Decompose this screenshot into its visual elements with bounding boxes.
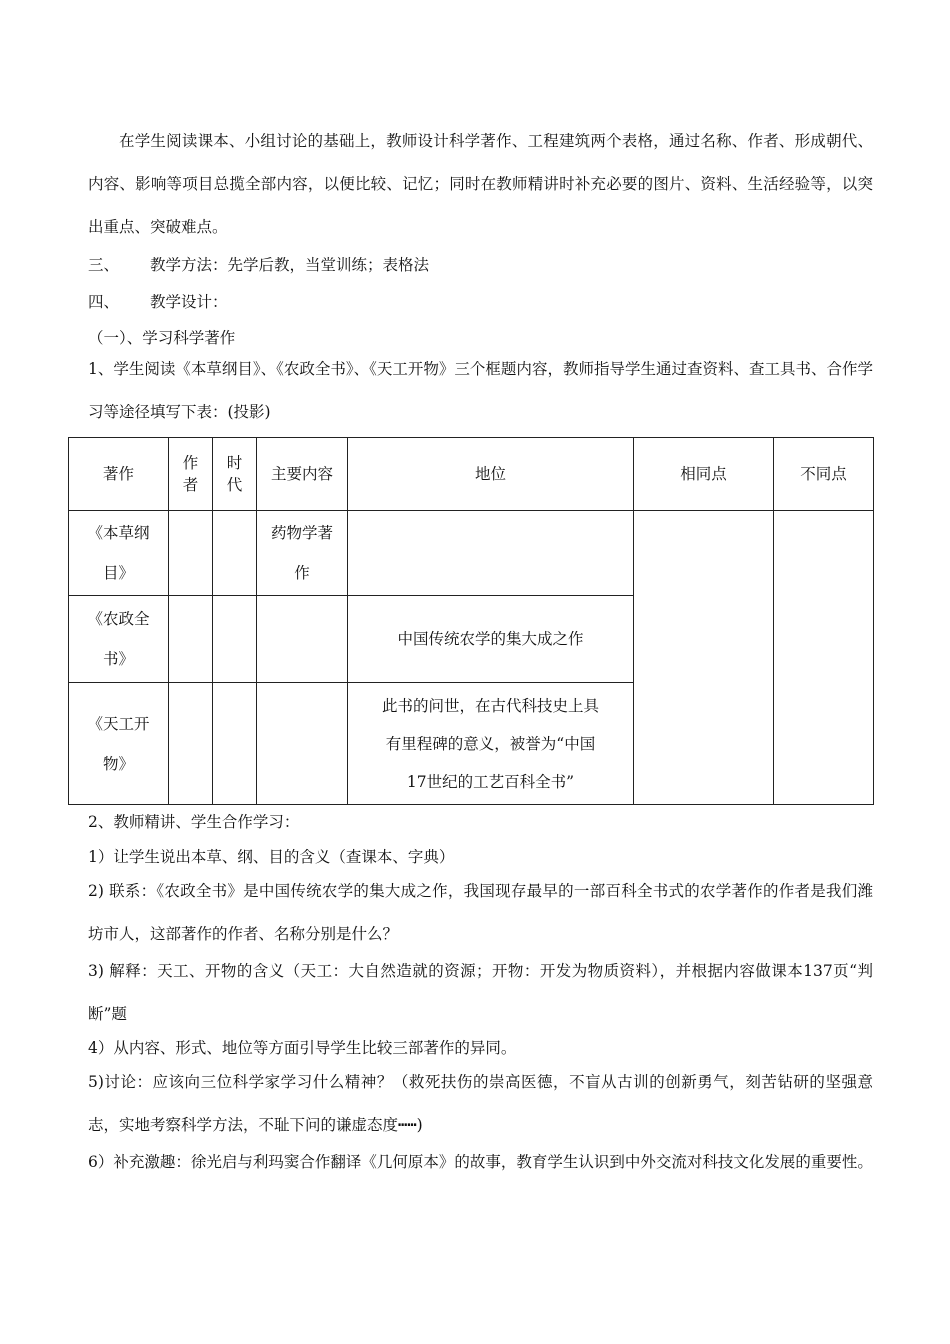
section-3-number: 三、 xyxy=(88,256,120,274)
works-table xyxy=(68,437,874,805)
cell-author xyxy=(169,683,213,805)
section-3 xyxy=(88,255,873,275)
cell-era xyxy=(213,683,257,805)
header-similarities: 相同点 xyxy=(634,438,774,511)
section-4-number: 四、 xyxy=(88,293,120,311)
cell-status xyxy=(348,511,634,596)
item-1-paragraph: 1、学生阅读《本草纲目》、《农政全书》、《天工开物》三个框题内容，教师指导学生通过查资料、查工具书、合作学习等途径填写下表：(投影) xyxy=(88,360,873,421)
cell-main-content xyxy=(257,683,348,805)
question-6: 6）补充激趣：徐光启与利玛窦合作翻译《几何原本》的故事，教育学生认识到中外交流对科技文化发展的重要性。 xyxy=(88,1153,873,1171)
header-author: 作者 xyxy=(169,438,213,511)
header-era: 时代 xyxy=(213,438,257,511)
question-4: 4）从内容、形式、地位等方面引导学生比较三部著作的异同。 xyxy=(88,1039,517,1057)
question-3: 3) 解释：天工、开物的含义（天工：大自然造就的资源；开物：开发为物质资料），并根据内容做课本137页“判断”题 xyxy=(88,962,873,1023)
cell-author xyxy=(169,596,213,683)
question-5: 5)讨论：应该向三位科学家学习什么精神？（救死扶伤的崇高医德，不盲从古训的创新勇气，刻苦钻研的坚强意志，实地考察科学方法，不耻下问的谦虚态度┅┅) xyxy=(88,1073,873,1134)
cell-similarities xyxy=(634,511,774,805)
section-4 xyxy=(88,292,873,312)
cell-status: 此书的问世，在古代科技史上具有里程碑的意义，被誉为“中国17世纪的工艺百科全书” xyxy=(348,683,634,805)
header-differences: 不同点 xyxy=(774,438,874,511)
cell-work-name: 《农政全书》 xyxy=(69,596,169,683)
intro-paragraph: 在学生阅读课本、小组讨论的基础上，教师设计科学著作、工程建筑两个表格，通过名称、作者、形成朝代、内容、影响等项目总揽全部内容，以便比较、记忆；同时在教师精讲时补充必要的图片、资料、生活经验等，以突出重点、突破难点。 xyxy=(88,132,873,236)
header-status: 地位 xyxy=(348,438,634,511)
question-2: 2) 联系：《农政全书》是中国传统农学的集大成之作，我国现存最早的一部百科全书式的农学著作的作者是我们潍坊市人，这部著作的作者、名称分别是什么？ xyxy=(88,882,873,943)
cell-main-content: 药物学著作 xyxy=(257,511,348,596)
header-work: 著作 xyxy=(69,438,169,511)
question-1: 1）让学生说出本草、纲、目的含义（查课本、字典） xyxy=(88,848,455,866)
section-3-text: 教学方法：先学后教，当堂训练；表格法 xyxy=(150,256,430,274)
cell-era xyxy=(213,596,257,683)
table-row xyxy=(69,511,874,596)
section-4-text: 教学设计： xyxy=(150,293,228,311)
cell-main-content xyxy=(257,596,348,683)
item-2-heading: 2、教师精讲、学生合作学习： xyxy=(88,813,300,831)
table-header-row xyxy=(69,438,874,511)
cell-work-name: 《本草纲目》 xyxy=(69,511,169,596)
subsection-1-heading: （一）、学习科学著作 xyxy=(88,329,236,347)
cell-differences xyxy=(774,511,874,805)
cell-work-name: 《天工开物》 xyxy=(69,683,169,805)
cell-era xyxy=(213,511,257,596)
header-main-content: 主要内容 xyxy=(257,438,348,511)
cell-author xyxy=(169,511,213,596)
cell-status: 中国传统农学的集大成之作 xyxy=(348,596,634,683)
